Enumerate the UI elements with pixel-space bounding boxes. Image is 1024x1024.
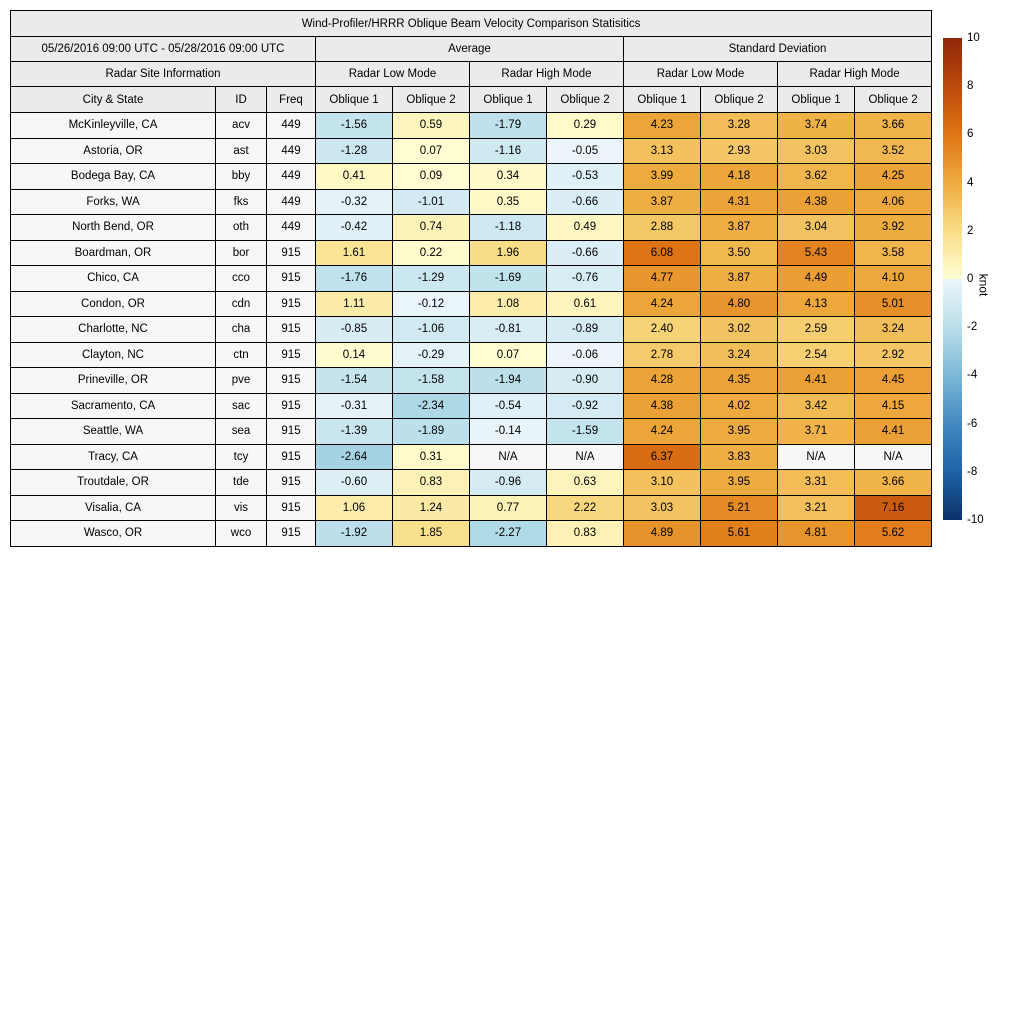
value-cell: N/A <box>470 444 547 470</box>
value-cell: 7.16 <box>855 495 932 521</box>
column-header-row <box>11 87 932 113</box>
value-cell: -1.01 <box>393 189 470 215</box>
value-cell: -1.18 <box>470 215 547 241</box>
value-cell: 3.52 <box>855 138 932 164</box>
value-cell: -0.89 <box>547 317 624 343</box>
colorbar-unit-label: knot <box>976 273 991 297</box>
id-cell: fks <box>216 189 267 215</box>
value-cell: 3.92 <box>855 215 932 241</box>
value-cell: 6.08 <box>624 240 701 266</box>
value-cell: -0.76 <box>547 266 624 292</box>
value-cell: 3.28 <box>701 113 778 139</box>
value-cell: -0.32 <box>316 189 393 215</box>
value-cell: 3.21 <box>778 495 855 521</box>
id-cell: vis <box>216 495 267 521</box>
value-cell: 0.41 <box>316 164 393 190</box>
value-cell: 3.99 <box>624 164 701 190</box>
id-cell: cco <box>216 266 267 292</box>
oblique1-header: Oblique 1 <box>778 87 855 113</box>
value-cell: 4.80 <box>701 291 778 317</box>
city-cell: Charlotte, NC <box>11 317 216 343</box>
freq-cell: 915 <box>267 266 316 292</box>
value-cell: 3.10 <box>624 470 701 496</box>
value-cell: 0.34 <box>470 164 547 190</box>
table-row <box>11 317 932 343</box>
freq-cell: 915 <box>267 470 316 496</box>
freq-cell: 915 <box>267 317 316 343</box>
value-cell: 4.18 <box>701 164 778 190</box>
date-range: 05/26/2016 09:00 UTC - 05/28/2016 09:00 UTC <box>11 37 316 62</box>
value-cell: 0.14 <box>316 342 393 368</box>
value-cell: -1.58 <box>393 368 470 394</box>
value-cell: -2.64 <box>316 444 393 470</box>
value-cell: 3.83 <box>701 444 778 470</box>
id-cell: wco <box>216 521 267 547</box>
value-cell: 0.83 <box>547 521 624 547</box>
value-cell: -1.92 <box>316 521 393 547</box>
value-cell: 3.58 <box>855 240 932 266</box>
value-cell: -0.90 <box>547 368 624 394</box>
value-cell: 1.06 <box>316 495 393 521</box>
value-cell: 3.50 <box>701 240 778 266</box>
value-cell: -1.94 <box>470 368 547 394</box>
value-cell: 4.81 <box>778 521 855 547</box>
id-cell: tde <box>216 470 267 496</box>
value-cell: 0.61 <box>547 291 624 317</box>
colorbar-tick-label: -10 <box>967 514 984 526</box>
value-cell: 4.77 <box>624 266 701 292</box>
freq-cell: 915 <box>267 495 316 521</box>
id-header: ID <box>216 87 267 113</box>
value-cell: -0.66 <box>547 189 624 215</box>
value-cell: 0.31 <box>393 444 470 470</box>
value-cell: -1.59 <box>547 419 624 445</box>
value-cell: 3.42 <box>778 393 855 419</box>
value-cell: 4.02 <box>701 393 778 419</box>
oblique1-header: Oblique 1 <box>470 87 547 113</box>
table-row <box>11 291 932 317</box>
value-cell: 1.11 <box>316 291 393 317</box>
value-cell: -1.06 <box>393 317 470 343</box>
table-row <box>11 138 932 164</box>
table-row <box>11 521 932 547</box>
avg-high-mode-header: Radar High Mode <box>470 62 624 87</box>
value-cell: 4.35 <box>701 368 778 394</box>
id-cell: cdn <box>216 291 267 317</box>
value-cell: 3.87 <box>701 266 778 292</box>
id-cell: sea <box>216 419 267 445</box>
value-cell: 2.88 <box>624 215 701 241</box>
colorbar-tick-label: -6 <box>967 417 978 430</box>
oblique1-header: Oblique 1 <box>624 87 701 113</box>
value-cell: 3.74 <box>778 113 855 139</box>
value-cell: 3.87 <box>624 189 701 215</box>
value-cell: 2.92 <box>855 342 932 368</box>
site-info-header: Radar Site Information <box>11 62 316 87</box>
city-cell: Troutdale, OR <box>11 470 216 496</box>
value-cell: -0.96 <box>470 470 547 496</box>
value-cell: -0.12 <box>393 291 470 317</box>
oblique2-header: Oblique 2 <box>393 87 470 113</box>
value-cell: 3.03 <box>624 495 701 521</box>
value-cell: 3.66 <box>855 113 932 139</box>
city-cell: North Bend, OR <box>11 215 216 241</box>
avg-low-mode-header: Radar Low Mode <box>316 62 470 87</box>
value-cell: 2.22 <box>547 495 624 521</box>
value-cell: -0.42 <box>316 215 393 241</box>
value-cell: 4.24 <box>624 419 701 445</box>
freq-cell: 449 <box>267 215 316 241</box>
city-cell: Forks, WA <box>11 189 216 215</box>
value-cell: 3.24 <box>701 342 778 368</box>
value-cell: 5.43 <box>778 240 855 266</box>
id-cell: ast <box>216 138 267 164</box>
table-row <box>11 444 932 470</box>
value-cell: 3.95 <box>701 470 778 496</box>
city-cell: Seattle, WA <box>11 419 216 445</box>
colorbar-tick-label: -8 <box>967 465 978 478</box>
city-cell: Tracy, CA <box>11 444 216 470</box>
table-row <box>11 164 932 190</box>
value-cell: -1.79 <box>470 113 547 139</box>
oblique1-header: Oblique 1 <box>316 87 393 113</box>
city-cell: Clayton, NC <box>11 342 216 368</box>
id-cell: bby <box>216 164 267 190</box>
id-cell: oth <box>216 215 267 241</box>
stddev-group-header: Standard Deviation <box>624 37 932 62</box>
value-cell: 3.62 <box>778 164 855 190</box>
value-cell: 3.95 <box>701 419 778 445</box>
std-high-mode-header: Radar High Mode <box>778 62 932 87</box>
value-cell: -1.39 <box>316 419 393 445</box>
value-cell: N/A <box>778 444 855 470</box>
colorbar-tick-label: 4 <box>967 176 974 189</box>
id-cell: sac <box>216 393 267 419</box>
freq-cell: 449 <box>267 164 316 190</box>
value-cell: 0.07 <box>470 342 547 368</box>
value-cell: 4.25 <box>855 164 932 190</box>
city-state-header: City & State <box>11 87 216 113</box>
table-row <box>11 240 932 266</box>
colorbar-tick-label: 0 <box>967 273 974 285</box>
id-cell: pve <box>216 368 267 394</box>
value-cell: 0.59 <box>393 113 470 139</box>
value-cell: -0.85 <box>316 317 393 343</box>
value-cell: -1.69 <box>470 266 547 292</box>
value-cell: 0.83 <box>393 470 470 496</box>
value-cell: 4.41 <box>855 419 932 445</box>
value-cell: 5.62 <box>855 521 932 547</box>
value-cell: 5.01 <box>855 291 932 317</box>
value-cell: 1.24 <box>393 495 470 521</box>
average-group-header: Average <box>316 37 624 62</box>
colorbar-tick-label: 10 <box>967 32 980 44</box>
table-row <box>11 393 932 419</box>
value-cell: 1.08 <box>470 291 547 317</box>
table-row <box>11 113 932 139</box>
freq-cell: 449 <box>267 138 316 164</box>
oblique2-header: Oblique 2 <box>855 87 932 113</box>
value-cell: -0.29 <box>393 342 470 368</box>
value-cell: 3.04 <box>778 215 855 241</box>
oblique2-header: Oblique 2 <box>701 87 778 113</box>
table-row <box>11 215 932 241</box>
table-row <box>11 342 932 368</box>
id-cell: tcy <box>216 444 267 470</box>
value-cell: 1.61 <box>316 240 393 266</box>
value-cell: 0.22 <box>393 240 470 266</box>
value-cell: 4.23 <box>624 113 701 139</box>
value-cell: 4.41 <box>778 368 855 394</box>
value-cell: -1.76 <box>316 266 393 292</box>
value-cell: 0.35 <box>470 189 547 215</box>
value-cell: 0.63 <box>547 470 624 496</box>
city-cell: Boardman, OR <box>11 240 216 266</box>
city-cell: Condon, OR <box>11 291 216 317</box>
colorbar-tick-label: 6 <box>967 128 974 141</box>
freq-cell: 449 <box>267 189 316 215</box>
value-cell: -0.05 <box>547 138 624 164</box>
freq-cell: 915 <box>267 291 316 317</box>
value-cell: -2.27 <box>470 521 547 547</box>
value-cell: -0.60 <box>316 470 393 496</box>
value-cell: -1.89 <box>393 419 470 445</box>
value-cell: -2.34 <box>393 393 470 419</box>
city-cell: Prineville, OR <box>11 368 216 394</box>
value-cell: 3.31 <box>778 470 855 496</box>
value-cell: 6.37 <box>624 444 701 470</box>
value-cell: 3.71 <box>778 419 855 445</box>
city-cell: McKinleyville, CA <box>11 113 216 139</box>
std-low-mode-header: Radar Low Mode <box>624 62 778 87</box>
city-cell: Chico, CA <box>11 266 216 292</box>
value-cell: 3.24 <box>855 317 932 343</box>
value-cell: 3.66 <box>855 470 932 496</box>
value-cell: 4.31 <box>701 189 778 215</box>
city-cell: Astoria, OR <box>11 138 216 164</box>
value-cell: -0.53 <box>547 164 624 190</box>
value-cell: -1.56 <box>316 113 393 139</box>
value-cell: -0.66 <box>547 240 624 266</box>
value-cell: 0.29 <box>547 113 624 139</box>
group-header-row-2 <box>11 62 932 87</box>
value-cell: -0.31 <box>316 393 393 419</box>
value-cell: 4.28 <box>624 368 701 394</box>
colorbar-tick-label: 8 <box>967 80 974 93</box>
id-cell: acv <box>216 113 267 139</box>
value-cell: 1.96 <box>470 240 547 266</box>
colorbar-tick-label: -2 <box>967 321 978 334</box>
freq-cell: 915 <box>267 521 316 547</box>
table-title-row <box>11 11 932 37</box>
value-cell: 4.24 <box>624 291 701 317</box>
value-cell: 0.74 <box>393 215 470 241</box>
value-cell: -1.28 <box>316 138 393 164</box>
value-cell: 3.02 <box>701 317 778 343</box>
value-cell: 4.89 <box>624 521 701 547</box>
value-cell: N/A <box>855 444 932 470</box>
value-cell: 0.07 <box>393 138 470 164</box>
value-cell: 2.78 <box>624 342 701 368</box>
freq-cell: 915 <box>267 240 316 266</box>
id-cell: bor <box>216 240 267 266</box>
value-cell: -0.06 <box>547 342 624 368</box>
value-cell: 4.15 <box>855 393 932 419</box>
oblique2-header: Oblique 2 <box>547 87 624 113</box>
table-row <box>11 495 932 521</box>
value-cell: -1.54 <box>316 368 393 394</box>
table-row <box>11 266 932 292</box>
value-cell: 4.45 <box>855 368 932 394</box>
value-cell: 1.85 <box>393 521 470 547</box>
value-cell: 4.13 <box>778 291 855 317</box>
value-cell: N/A <box>547 444 624 470</box>
value-cell: -0.92 <box>547 393 624 419</box>
freq-header: Freq <box>267 87 316 113</box>
value-cell: -1.16 <box>470 138 547 164</box>
id-cell: ctn <box>216 342 267 368</box>
value-cell: 2.54 <box>778 342 855 368</box>
city-cell: Bodega Bay, CA <box>11 164 216 190</box>
stats-table <box>10 10 932 547</box>
value-cell: 4.10 <box>855 266 932 292</box>
value-cell: -0.81 <box>470 317 547 343</box>
table-title: Wind-Profiler/HRRR Oblique Beam Velocity Comparison Statisitics <box>11 11 932 37</box>
value-cell: 3.03 <box>778 138 855 164</box>
city-cell: Wasco, OR <box>11 521 216 547</box>
freq-cell: 915 <box>267 342 316 368</box>
value-cell: 4.06 <box>855 189 932 215</box>
value-cell: 5.21 <box>701 495 778 521</box>
freq-cell: 915 <box>267 444 316 470</box>
group-header-row-1 <box>11 37 932 62</box>
city-cell: Sacramento, CA <box>11 393 216 419</box>
value-cell: -0.14 <box>470 419 547 445</box>
id-cell: cha <box>216 317 267 343</box>
table-row <box>11 368 932 394</box>
city-cell: Visalia, CA <box>11 495 216 521</box>
value-cell: 2.93 <box>701 138 778 164</box>
value-cell: 2.40 <box>624 317 701 343</box>
table-row <box>11 419 932 445</box>
value-cell: 0.77 <box>470 495 547 521</box>
value-cell: 4.38 <box>624 393 701 419</box>
value-cell: -1.29 <box>393 266 470 292</box>
value-cell: 3.87 <box>701 215 778 241</box>
value-cell: 4.38 <box>778 189 855 215</box>
colorbar-tick-label: -4 <box>967 369 978 382</box>
freq-cell: 915 <box>267 393 316 419</box>
value-cell: 3.13 <box>624 138 701 164</box>
table-row <box>11 189 932 215</box>
value-cell: 2.59 <box>778 317 855 343</box>
value-cell: 0.49 <box>547 215 624 241</box>
freq-cell: 915 <box>267 419 316 445</box>
value-cell: 4.49 <box>778 266 855 292</box>
value-cell: -0.54 <box>470 393 547 419</box>
colorbar-tick-label: 2 <box>967 224 974 237</box>
freq-cell: 915 <box>267 368 316 394</box>
colorbar-gradient <box>943 38 962 520</box>
table-row <box>11 470 932 496</box>
freq-cell: 449 <box>267 113 316 139</box>
value-cell: 0.09 <box>393 164 470 190</box>
value-cell: 5.61 <box>701 521 778 547</box>
